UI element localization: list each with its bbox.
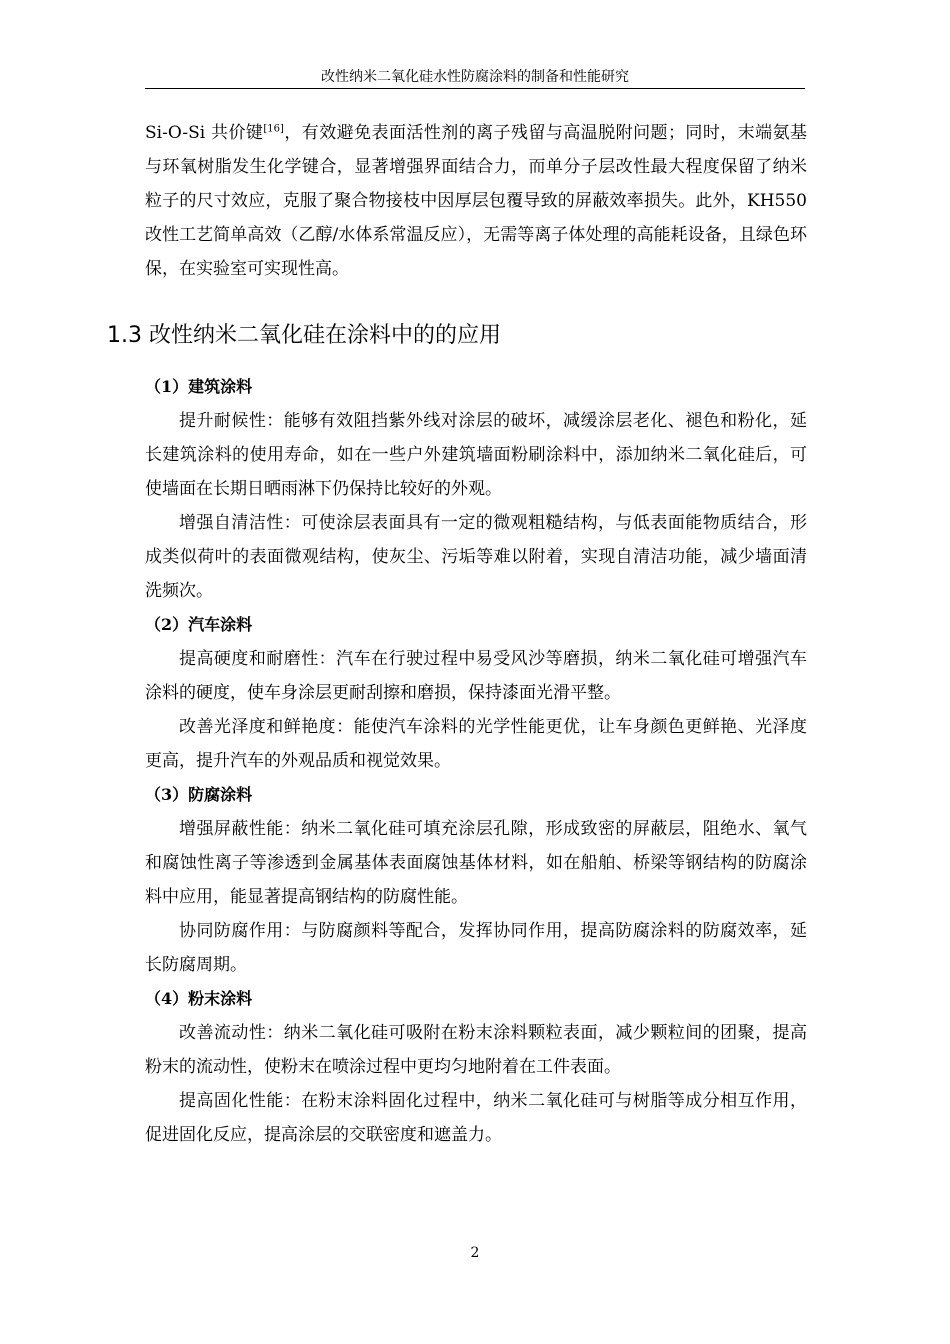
running-header: 改性纳米二氧化硅水性防腐涂料的制备和性能研究 <box>321 69 629 85</box>
paragraph: 改善光泽度和鲜艳度：能使汽车涂料的光学性能更优，让车身颜色更鲜艳、光泽度更高，提升汽车的外观品质和视觉效果。 <box>145 717 807 771</box>
paragraph: 协同防腐作用：与防腐颜料等配合，发挥协同作用，提高防腐涂料的防腐效率，延长防腐周期。 <box>145 921 807 975</box>
header-divider <box>145 88 805 89</box>
section-title: 1.3 改性纳米二氧化硅在涂料中的的应用 <box>107 323 501 348</box>
paragraph: 提升耐候性：能够有效阻挡紫外线对涂层的破坏，减缓涂层老化、褪色和粉化，延长建筑涂料的使用寿命，如在一些户外建筑墙面粉刷涂料中，添加纳米二氧化硅后，可使墙面在长期日晒雨淋下仍保持比较好的外观。 <box>145 411 807 499</box>
citation-superscript: [16] <box>263 123 284 135</box>
intro-paragraph <box>145 116 807 286</box>
intro-rest: ，有效避免表面活性剂的离子残留与高温脱附问题；同时，末端氨基与环氧树脂发生化学键合，显著增强界面结合力，而单分子层改性最大程度保留了纳米粒子的尺寸效应，克服了聚合物接枝中因厚层包覆导致的屏蔽效率损失。此外，KH550 改性工艺简单高效（乙醇/水体系常温反应），无需等离子体处理的高能耗设备，且绿色环保，在实验室可实现性高。 <box>145 123 808 279</box>
paragraph: 改善流动性：纳米二氧化硅可吸附在粉末涂料颗粒表面，减少颗粒间的团聚，提高粉末的流动性，使粉末在喷涂过程中更均匀地附着在工件表面。 <box>145 1023 807 1077</box>
subsection-heading-anticorrosion: （3）防腐涂料 <box>145 785 253 804</box>
page-body <box>107 116 808 1152</box>
paragraph: 增强自清洁性：可使涂层表面具有一定的微观粗糙结构，与低表面能物质结合，形成类似荷叶的表面微观结构，使灰尘、污垢等难以附着，实现自清洁功能，减少墙面清洗频次。 <box>145 513 807 601</box>
page-number: 2 <box>470 1245 480 1261</box>
intro-lead: Si-O-Si 共价键 <box>145 123 264 143</box>
paragraph: 增强屏蔽性能：纳米二氧化硅可填充涂层孔隙，形成致密的屏蔽层，阻绝水、氧气和腐蚀性离子等渗透到金属基体表面腐蚀基体材料，如在船舶、桥梁等钢结构的防腐涂料中应用，能显著提高钢结构的防腐性能。 <box>145 819 807 907</box>
subsection-heading-powder: （4）粉末涂料 <box>145 989 253 1008</box>
subsection-heading-automotive: （2）汽车涂料 <box>145 615 253 634</box>
paragraph: 提高固化性能：在粉末涂料固化过程中，纳米二氧化硅可与树脂等成分相互作用，促进固化反应，提高涂层的交联密度和遮盖力。 <box>145 1091 807 1145</box>
paragraph: 提高硬度和耐磨性：汽车在行驶过程中易受风沙等磨损，纳米二氧化硅可增强汽车涂料的硬度，使车身涂层更耐刮擦和磨损，保持漆面光滑平整。 <box>145 649 807 703</box>
subsection-heading-architectural: （1）建筑涂料 <box>145 377 253 396</box>
